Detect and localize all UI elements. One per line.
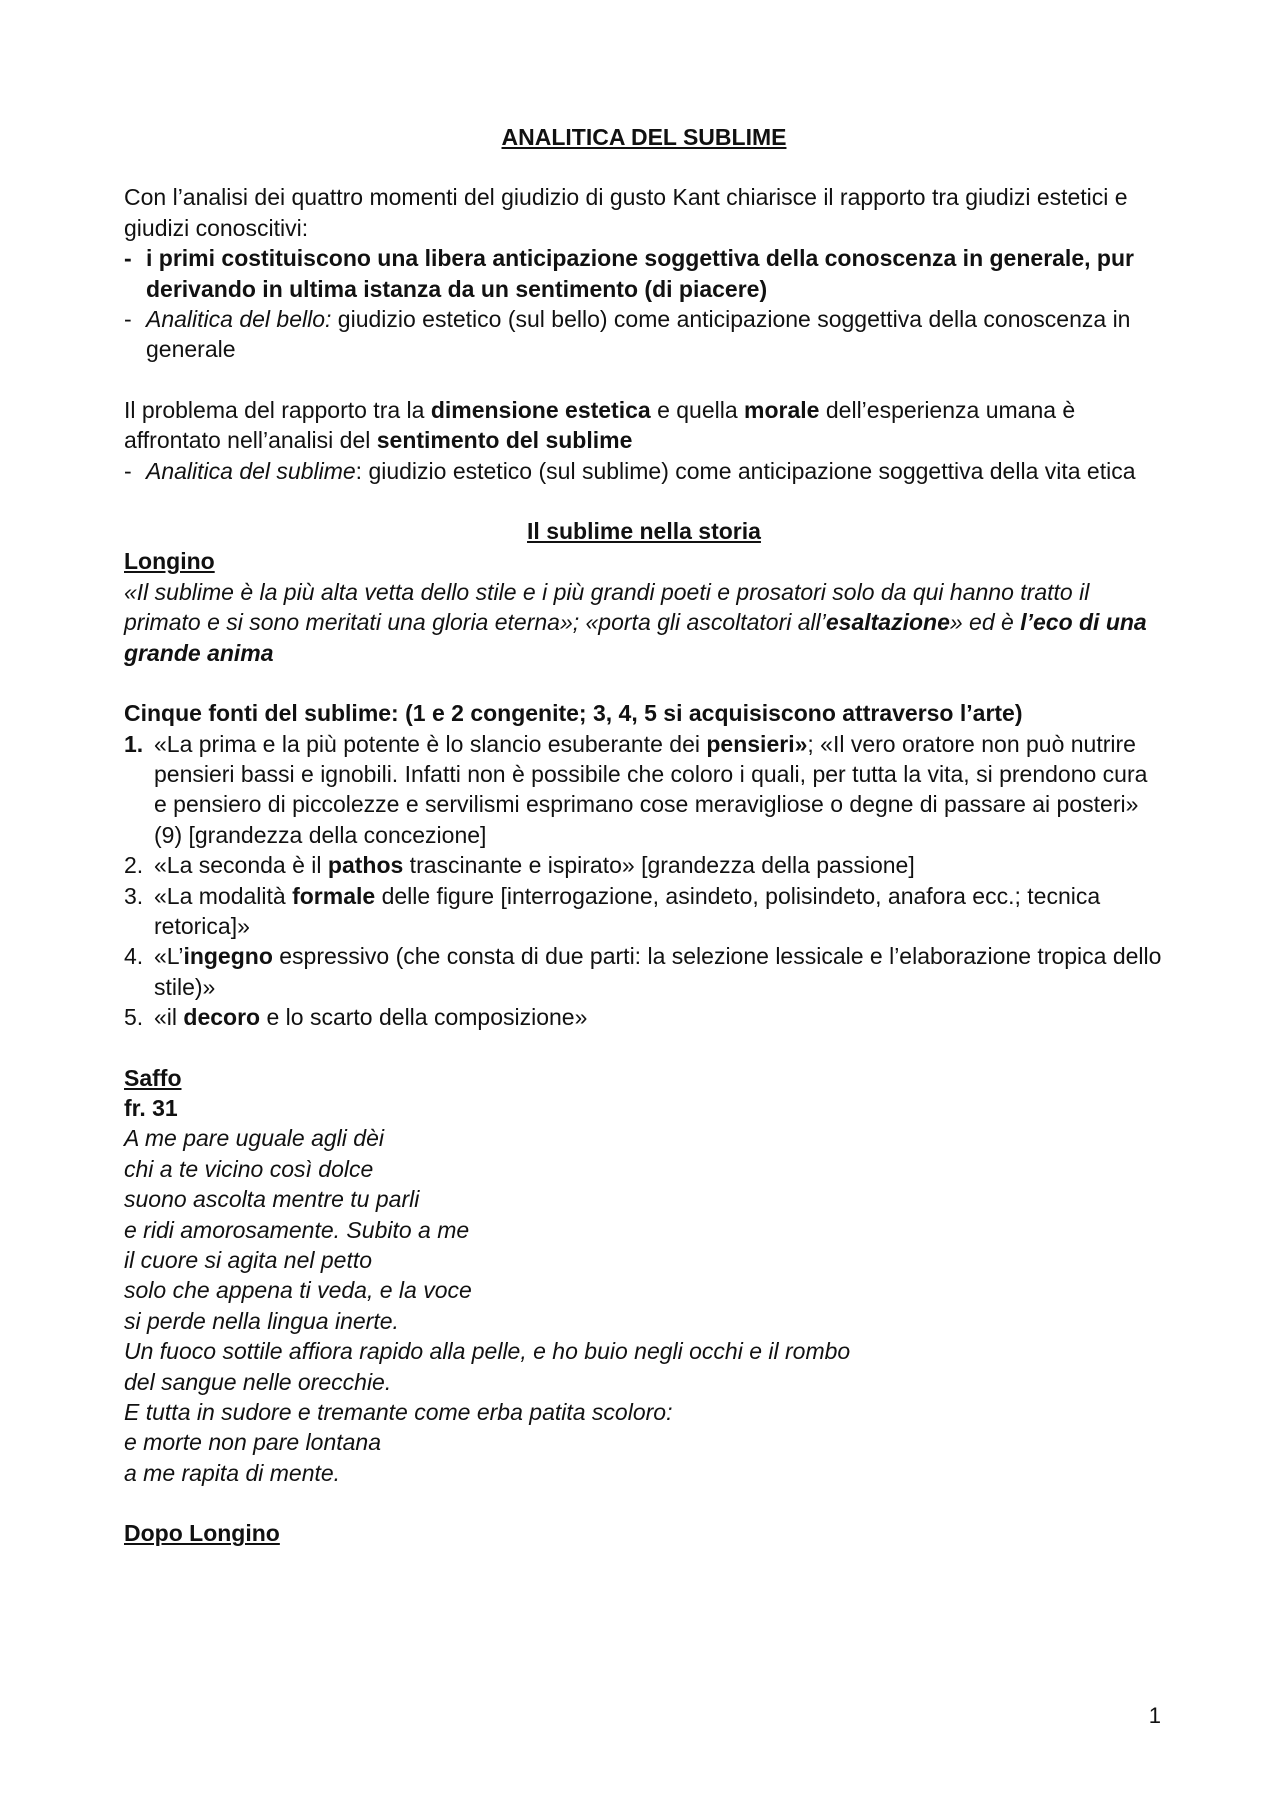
list-item-text: ; «Il vero oratore non può nutrire pensieri bassi e ignobili. Infatti non è possibile che coloro i quali, per tutta la vita, si prendono cura e pensiero di piccolezze e servilismi esprimano cose meravigliose o degne di passare ai posteri» (9) [grandezza della concezione]	[154, 730, 1148, 848]
list-item-text: trascinante e ispirato» [grandezza della passione]	[403, 852, 915, 879]
saffo-poem	[124, 1123, 1164, 1488]
list-item-number: 2.	[124, 852, 144, 879]
dopo-longino-heading: Dopo Longino	[124, 1520, 280, 1547]
poem-line: si perde nella lingua inerte.	[124, 1307, 399, 1334]
poem-line: e ridi amorosamente. Subito a me	[124, 1216, 470, 1243]
list-item	[124, 941, 1164, 1002]
poem-line: suono ascolta mentre tu parli	[124, 1186, 420, 1213]
list-item-bold: decoro	[183, 1004, 261, 1031]
list-item-number: 4.	[124, 943, 144, 970]
page-number: 1	[1148, 1703, 1161, 1728]
problem-text-2: e quella	[650, 396, 745, 423]
intro-bullet-1: - i primi costituiscono una libera anticipazione soggettiva della conoscenza in generale, pur derivando in ultima istanza da un sentimento (di piacere)	[124, 243, 1164, 304]
list-item-text: «La seconda è il	[154, 852, 328, 879]
intro-paragraph: Con l’analisi dei quattro momenti del giudizio di gusto Kant chiarisce il rapporto tra giudizi estetici e giudizi conoscitivi:	[124, 184, 1128, 241]
poem-line: solo che appena ti veda, e la voce	[124, 1277, 472, 1304]
longino-quote-bold: esaltazione	[825, 609, 950, 636]
list-item-text: e lo scarto della composizione»	[260, 1004, 588, 1031]
list-item-text: «L’	[154, 943, 184, 970]
list-item-number: 3.	[124, 882, 144, 909]
poem-line: Un fuoco sottile affiora rapido alla pelle, e ho buio negli occhi e il rombo	[124, 1338, 851, 1365]
list-item-text: espressivo (che consta di due parti: la selezione lessicale e l’elaborazione tropica dello stile)»	[154, 943, 1162, 1000]
poem-line: a me rapita di mente.	[124, 1459, 341, 1486]
problem-bold-1: dimensione estetica	[430, 396, 651, 423]
history-heading: Il sublime nella storia	[527, 518, 761, 545]
poem-line: il cuore si agita nel petto	[124, 1247, 373, 1273]
list-item-text: «il	[154, 1004, 184, 1031]
list-item-number: 5.	[124, 1004, 144, 1031]
poem-line: e morte non pare lontana	[124, 1429, 382, 1456]
poem-line: E tutta in sudore e tremante come erba patita scoloro:	[124, 1399, 673, 1426]
list-item	[124, 850, 1164, 880]
problem-bullet	[124, 456, 1164, 486]
list-item	[124, 729, 1164, 851]
saffo-heading: Saffo	[124, 1064, 182, 1091]
intro-bullet-2-label: Analitica del bello:	[146, 306, 332, 333]
problem-bold-2: morale	[744, 396, 820, 423]
list-item-bold: formale	[292, 882, 376, 909]
intro-bullet-2-text: giudizio estetico (sul bello) come anticipazione soggettiva della conoscenza in generale	[146, 306, 1131, 363]
fonti-heading: Cinque fonti del sublime: (1 e 2 congenite; 3, 4, 5 si acquisiscono attraverso l’arte)	[124, 700, 1023, 727]
list-item-number: 1.	[124, 730, 144, 757]
list-item-text: «La modalità	[154, 882, 293, 909]
document-title: ANALITICA DEL SUBLIME	[501, 124, 787, 150]
problem-bullet-text: : giudizio estetico (sul sublime) come anticipazione soggettiva della vita etica	[355, 457, 1136, 484]
poem-line: chi a te vicino così dolce	[124, 1155, 374, 1182]
problem-text-1: Il problema del rapporto tra la	[124, 396, 431, 423]
problem-bold-3: sentimento del sublime	[376, 427, 633, 454]
longino-quote-1: «Il sublime è la più alta vetta dello stile e i più grandi poeti e prosatori solo da qui hanno tratto il primato e si sono meritati una gloria eterna»; «porta gli ascoltatori all’	[124, 578, 1090, 636]
longino-quote	[124, 577, 1164, 668]
problem-bullet-label: Analitica del sublime	[146, 457, 356, 484]
list-item-bold: ingegno	[183, 943, 273, 970]
problem-text-3: dell’esperienza umana è affrontato nell’analisi del	[124, 396, 1076, 454]
longino-heading: Longino	[124, 548, 215, 575]
longino-quote-2: » ed è	[949, 609, 1021, 636]
longino-quote-bold-2: l’eco di una grande anima	[124, 609, 1147, 666]
poem-line: A me pare uguale agli dèi	[124, 1125, 384, 1152]
document-page	[124, 122, 1164, 1549]
list-item-text: «La prima e la più potente è lo slancio esuberante dei	[154, 730, 707, 757]
saffo-fragment: fr. 31	[124, 1094, 178, 1121]
problem-paragraph	[124, 395, 1164, 456]
list-item-bold: pensieri»	[706, 730, 808, 757]
intro-bullet-2	[124, 304, 1164, 365]
list-item-text: delle figure [interrogazione, asindeto, polisindeto, anafora ecc.; tecnica retorica]»	[154, 882, 1101, 939]
list-item	[124, 1002, 1164, 1032]
list-item-bold: pathos	[327, 852, 404, 879]
poem-line: del sangue nelle orecchie.	[124, 1368, 392, 1395]
fonti-list	[124, 729, 1164, 1033]
list-item	[124, 881, 1164, 942]
